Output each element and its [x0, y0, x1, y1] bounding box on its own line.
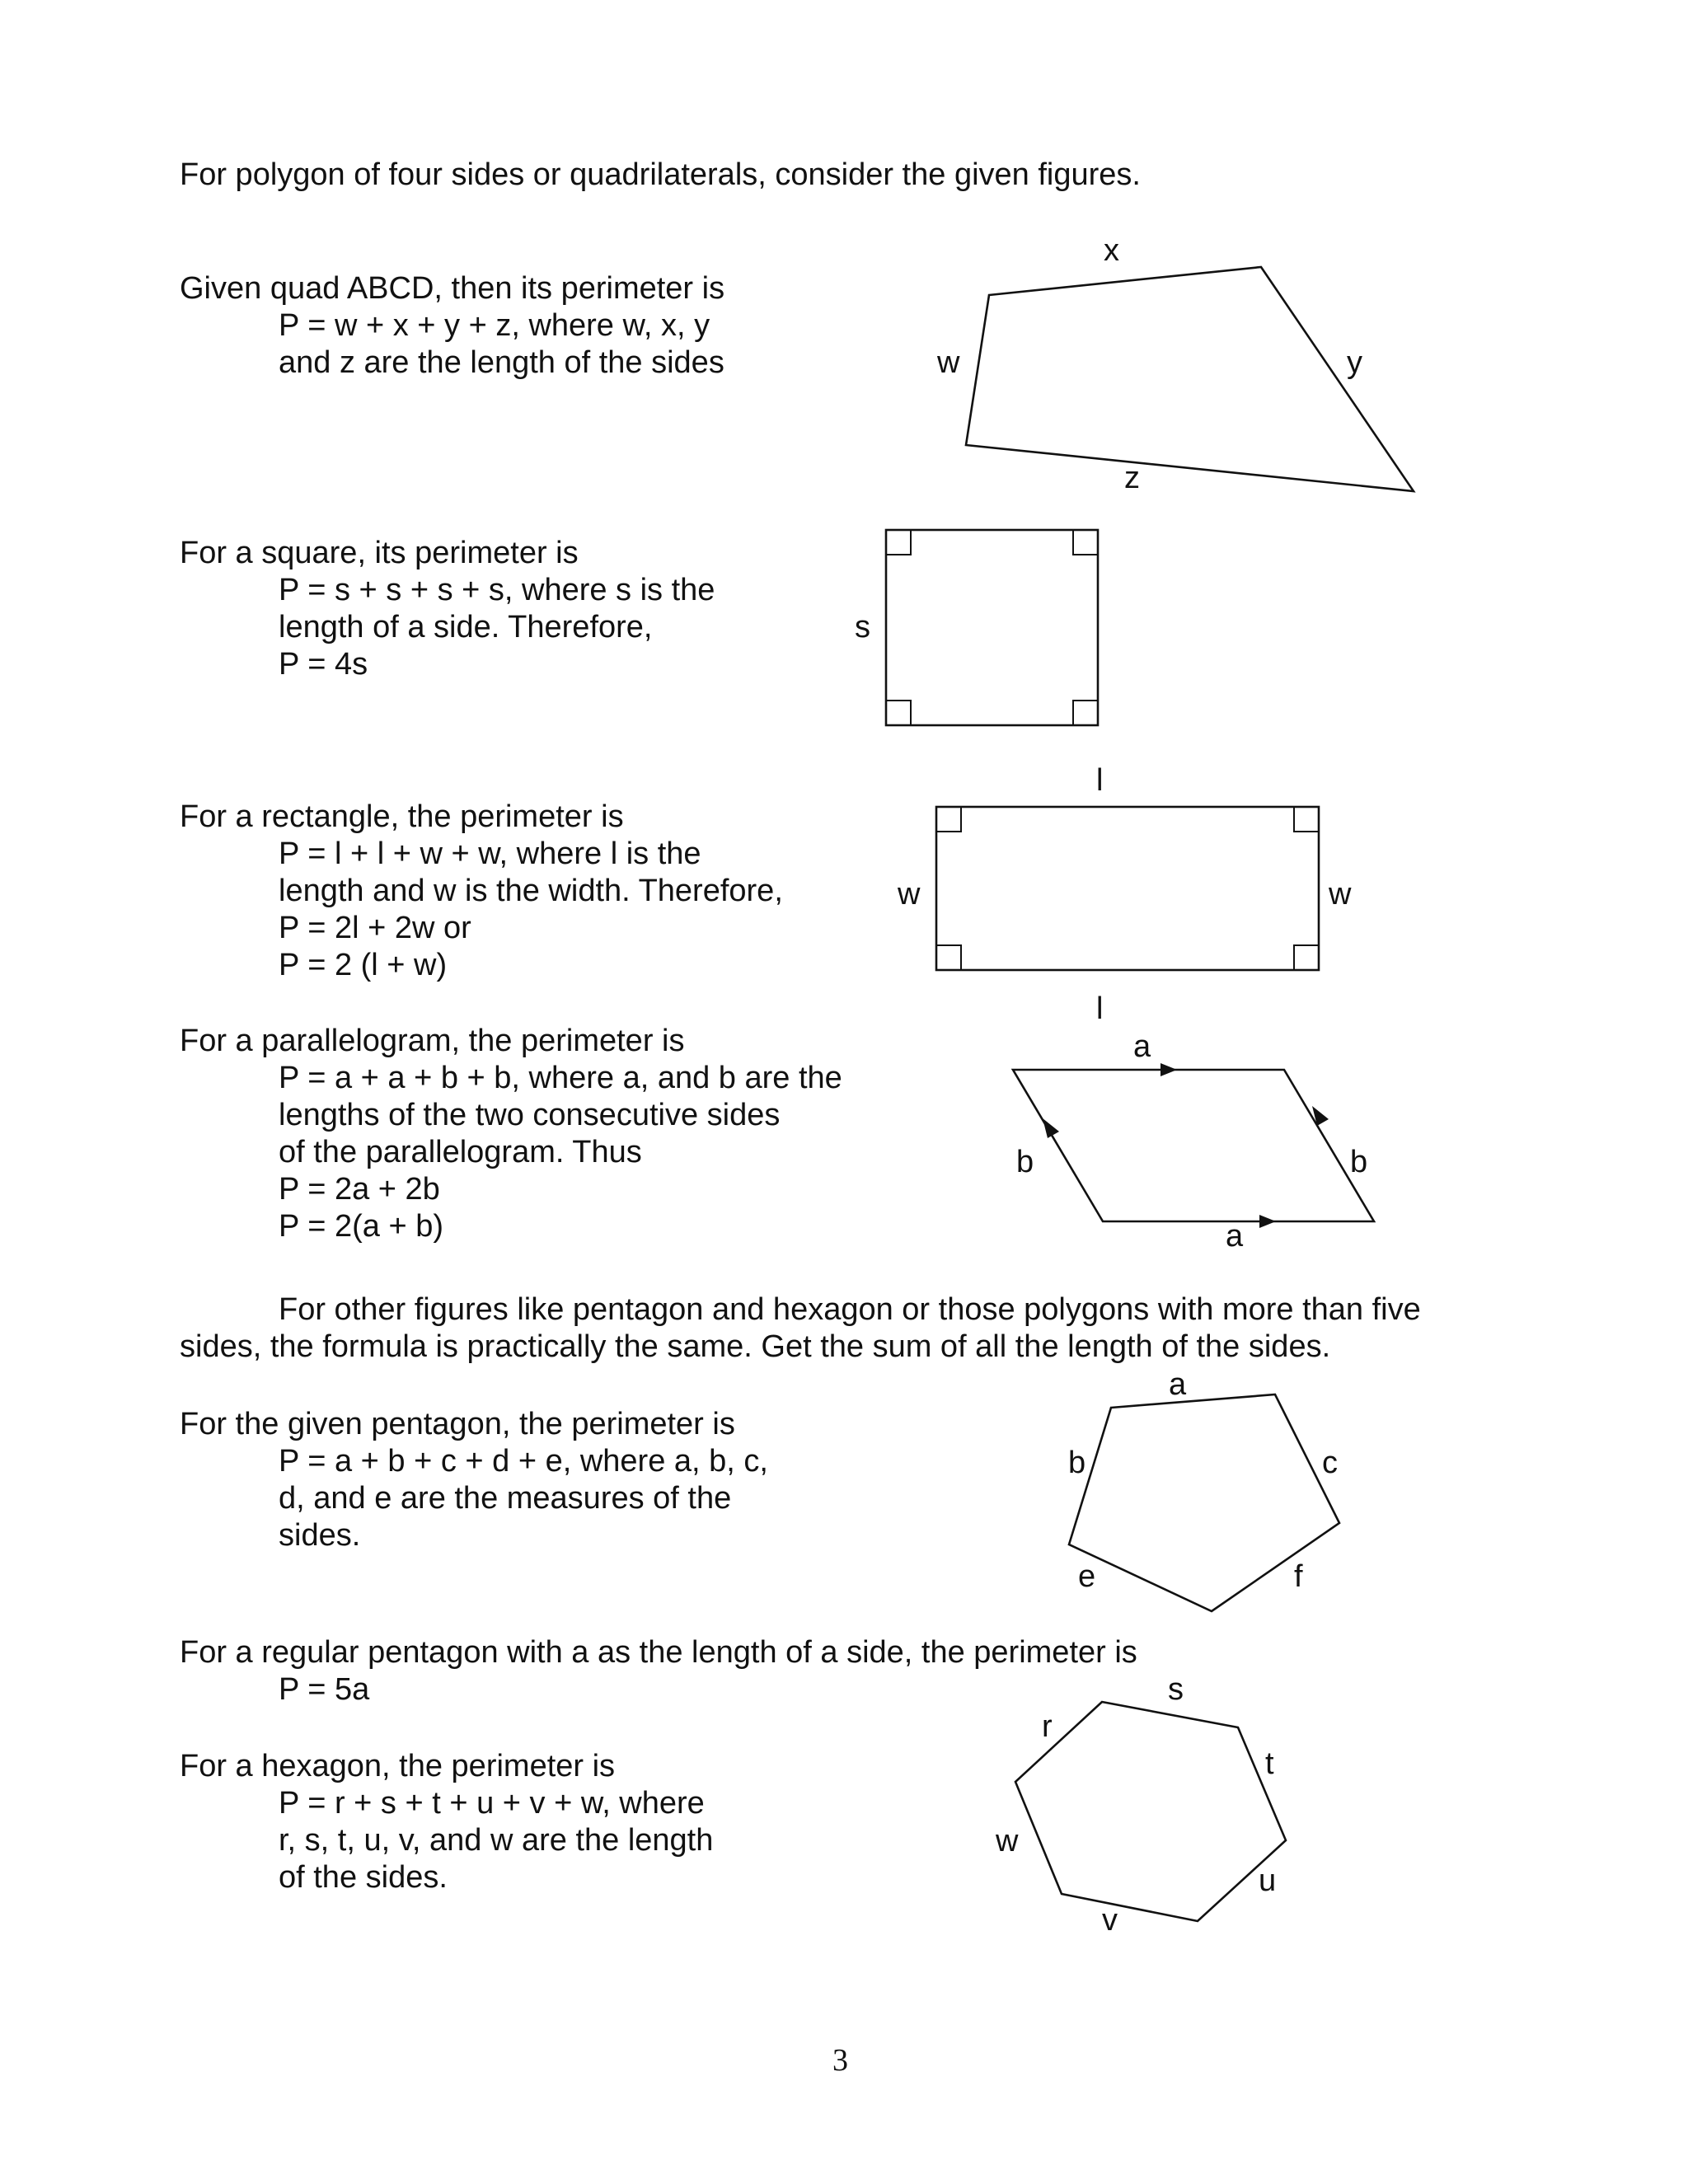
parallelogram-result-2: P = 2(a + b) — [279, 1209, 443, 1244]
square-label-s: s — [855, 610, 870, 644]
rectangle-label-left: w — [898, 877, 921, 912]
hexagon-label-u: u — [1259, 1863, 1277, 1898]
parallelogram-formula: P = a + a + b + b, where a, and b are the — [279, 1061, 842, 1095]
square-formula-cont: length of a side. Therefore, — [279, 610, 653, 644]
parallelogram-formula-cont-2: of the parallelogram. Thus — [279, 1135, 642, 1169]
regular-pentagon-heading: For a regular pentagon with a as the length of a side, the perimeter is — [180, 1635, 1137, 1670]
parallelogram-figure — [1013, 1063, 1374, 1228]
parallelogram-result-1: P = 2a + 2b — [279, 1172, 440, 1207]
parallelogram-label-left: b — [1016, 1145, 1034, 1179]
hexagon-formula-cont-2: of the sides. — [279, 1860, 448, 1895]
rectangle-label-top: l — [1096, 763, 1104, 798]
pentagon-label-b: b — [1068, 1446, 1086, 1480]
rectangle-result-1: P = 2l + 2w or — [279, 911, 471, 945]
pentagon-formula-cont-2: sides. — [279, 1518, 361, 1553]
pentagon-label-e: e — [1078, 1559, 1096, 1594]
parallelogram-label-bottom: a — [1226, 1219, 1244, 1254]
square-figure — [886, 530, 1098, 725]
parallelogram-label-top: a — [1133, 1029, 1151, 1064]
parallelogram-label-right: b — [1350, 1145, 1368, 1179]
hexagon-label-v: v — [1102, 1903, 1118, 1938]
pentagon-label-a: a — [1169, 1367, 1187, 1402]
hexagon-label-t: t — [1265, 1746, 1274, 1781]
square-formula: P = s + s + s + s, where s is the — [279, 573, 715, 607]
parallelogram-heading: For a parallelogram, the perimeter is — [180, 1024, 685, 1058]
rectangle-label-bottom: l — [1096, 991, 1104, 1026]
quad-formula-cont: and z are the length of the sides — [279, 345, 724, 380]
parallel-arrow-icon — [1259, 1215, 1276, 1228]
pentagon-formula: P = a + b + c + d + e, where a, b, c, — [279, 1444, 768, 1479]
parallel-arrow-icon — [1043, 1118, 1059, 1138]
square-result: P = 4s — [279, 647, 368, 682]
quad-label-y: y — [1347, 345, 1362, 380]
page-number: 3 — [832, 2043, 848, 2078]
quad-heading: Given quad ABCD, then its perimeter is — [180, 271, 725, 306]
pentagon-heading: For the given pentagon, the perimeter is — [180, 1407, 735, 1441]
hexagon-figure — [1015, 1702, 1286, 1921]
rectangle-heading: For a rectangle, the perimeter is — [180, 799, 624, 834]
rectangle-figure — [936, 807, 1319, 970]
pentagon-label-c: c — [1322, 1446, 1338, 1480]
intro-text: For polygon of four sides or quadrilaterals, consider the given figures. — [180, 157, 1141, 192]
rectangle-label-right: w — [1329, 877, 1352, 912]
hexagon-heading: For a hexagon, the perimeter is — [180, 1749, 616, 1783]
regular-pentagon-formula: P = 5a — [279, 1672, 370, 1707]
rectangle-result-2: P = 2 (l + w) — [279, 948, 448, 982]
parallel-arrow-icon — [1160, 1063, 1177, 1076]
pentagon-formula-cont: d, and e are the measures of the — [279, 1481, 732, 1516]
hexagon-label-w: w — [996, 1824, 1019, 1858]
parallelogram-formula-cont: lengths of the two consecutive sides — [279, 1098, 781, 1132]
pentagon-label-f: f — [1294, 1559, 1303, 1594]
quad-label-w: w — [937, 345, 960, 380]
hexagon-label-s: s — [1168, 1672, 1184, 1707]
square-heading: For a square, its perimeter is — [180, 536, 579, 570]
quad-label-x: x — [1104, 233, 1119, 268]
hexagon-formula: P = r + s + t + u + v + w, where — [279, 1786, 705, 1821]
quad-label-z: z — [1124, 461, 1140, 495]
hexagon-formula-cont: r, s, t, u, v, and w are the length — [279, 1823, 714, 1858]
rectangle-formula: P = l + l + w + w, where l is the — [279, 837, 701, 871]
other-polygons-line-1: For other figures like pentagon and hexagon or those polygons with more than five — [279, 1292, 1421, 1327]
rectangle-formula-cont: length and w is the width. Therefore, — [279, 874, 783, 908]
other-polygons-line-2: sides, the formula is practically the same. Get the sum of all the length of the sides. — [180, 1329, 1331, 1364]
hexagon-label-r: r — [1042, 1709, 1053, 1744]
quad-formula: P = w + x + y + z, where w, x, y — [279, 308, 710, 343]
